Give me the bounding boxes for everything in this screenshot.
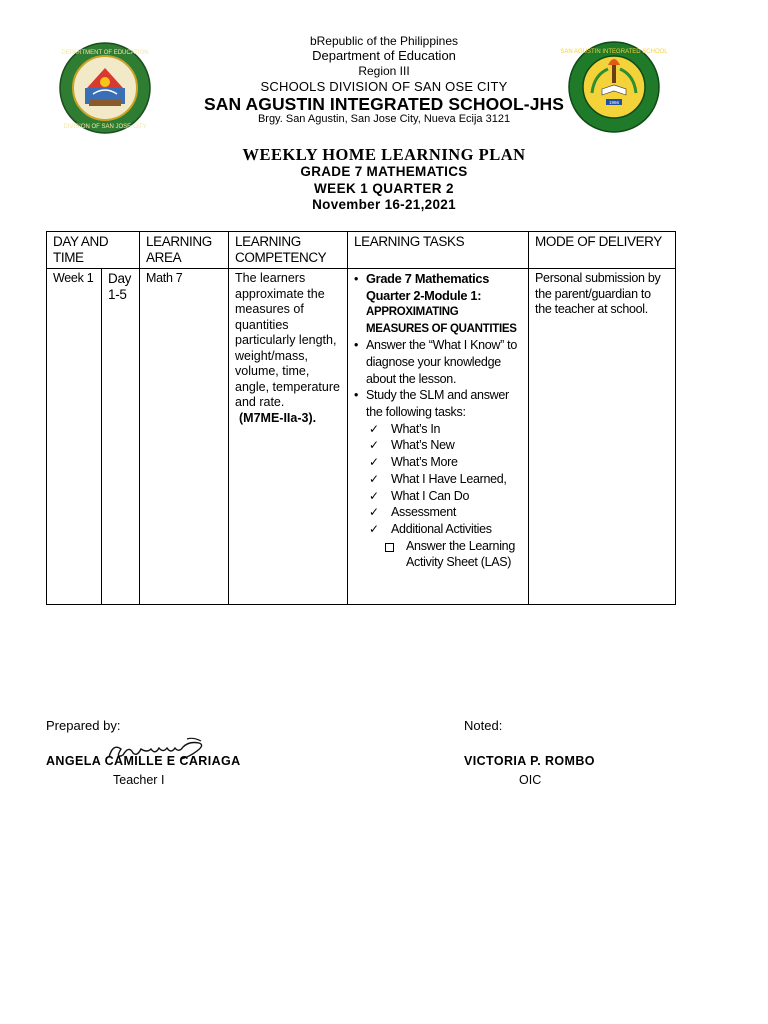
- checkmark-icon: ✓: [369, 471, 379, 486]
- competency-text: The learners approximate the measures of quantities particularly length, weight/mass, volume, time, angle, temperature and rate.: [235, 271, 340, 409]
- grade-subject: GRADE 7 MATHEMATICS: [300, 164, 468, 179]
- mode-of-delivery-cell: Personal submission by the parent/guardian to the teacher at school.: [529, 269, 676, 605]
- competency-cell: [229, 269, 348, 605]
- week-quarter: WEEK 1 QUARTER 2: [314, 181, 454, 196]
- checklist-item: ✓ Additional Activities: [369, 521, 492, 536]
- header-learning-competency: LEARNING COMPETENCY: [229, 232, 348, 269]
- school-address: Brgy. San Agustin, San Jose City, Nueva Ecija 3121: [257, 113, 511, 125]
- header-mode-of-delivery: MODE OF DELIVERY: [529, 232, 676, 269]
- svg-text:DEPARTMENT OF EDUCATION: DEPARTMENT OF EDUCATION: [61, 50, 149, 56]
- prepared-by-name: ANGELA CAMILLE E CARIAGA: [46, 754, 241, 768]
- task-module-topic: APPROXIMATING MEASURES OF QUANTITIES: [366, 306, 517, 335]
- task-study-slm: [354, 387, 523, 420]
- task-text: Study the SLM and answer the following tasks:: [366, 388, 509, 420]
- svg-text:SAN AGUSTIN INTEGRATED SCHOOL: SAN AGUSTIN INTEGRATED SCHOOL: [560, 49, 668, 55]
- table-row: [47, 269, 676, 605]
- division-line: SCHOOLS DIVISION OF SAN OSE CITY: [260, 79, 508, 94]
- header-day-time: DAY AND TIME: [47, 232, 140, 269]
- checklist-item: ✓ What I Can Do: [369, 488, 470, 503]
- day-cell: Day 1-5: [102, 269, 140, 605]
- checkmark-icon: ✓: [369, 455, 379, 470]
- checkmark-icon: ✓: [369, 488, 379, 503]
- checklist-item: ✓ What’s In: [369, 421, 441, 436]
- region-line: Region III: [358, 64, 410, 78]
- checklist-item: ✓ What’s More: [369, 455, 458, 470]
- noted-by-name: VICTORIA P. ROMBO: [464, 754, 595, 768]
- svg-text:DIVISION OF SAN JOSE CITY: DIVISION OF SAN JOSE CITY: [63, 124, 147, 130]
- task-module: [354, 271, 523, 337]
- bullet-icon: •: [354, 388, 359, 403]
- checklist-item: ✓ Assessment: [369, 505, 457, 520]
- noted-by-title: OIC: [519, 773, 542, 787]
- republic-line: bRepublic of the Philippines: [309, 34, 459, 48]
- school-name: SAN AGUSTIN INTEGRATED SCHOOL-JHS: [203, 94, 565, 114]
- prepared-by-title: Teacher I: [113, 773, 165, 787]
- checkmark-icon: ✓: [369, 438, 379, 453]
- prepared-by-label: Prepared by:: [46, 718, 121, 733]
- checkmark-icon: ✓: [369, 505, 379, 520]
- checklist-item: ✓ What I Have Learned,: [369, 471, 507, 486]
- header-learning-area: LEARNING AREA: [140, 232, 229, 269]
- task-what-i-know: [354, 337, 523, 387]
- learning-plan-table: [46, 231, 676, 605]
- noted-by-label: Noted:: [464, 718, 503, 733]
- learning-area-cell: Math 7: [140, 269, 229, 605]
- table-header-row: [47, 232, 676, 269]
- task-module-title: Grade 7 Mathematics Quarter 2-Module 1:: [366, 271, 490, 303]
- header-learning-tasks: LEARNING TASKS: [348, 232, 529, 269]
- empty-square-icon: [385, 543, 394, 552]
- competency-code: (M7ME-IIa-3).: [239, 410, 317, 425]
- document-title: WEEKLY HOME LEARNING PLAN: [242, 145, 526, 164]
- checkmark-icon: ✓: [369, 521, 379, 536]
- svg-text:1966: 1966: [608, 100, 620, 105]
- learning-tasks-cell: [348, 269, 529, 605]
- checkmark-icon: ✓: [369, 421, 379, 436]
- week-cell: Week 1: [47, 269, 102, 605]
- bullet-icon: •: [354, 338, 359, 353]
- department-line: Department of Education: [312, 48, 456, 63]
- subtask-las: Answer the Learning Activity Sheet (LAS): [354, 538, 523, 571]
- task-text: Answer the “What I Know” to diagnose your knowledge about the lesson.: [366, 338, 518, 386]
- bullet-icon: •: [354, 272, 359, 286]
- date-range: November 16-21,2021: [312, 197, 456, 212]
- checklist-item: ✓ What’s New: [369, 438, 455, 453]
